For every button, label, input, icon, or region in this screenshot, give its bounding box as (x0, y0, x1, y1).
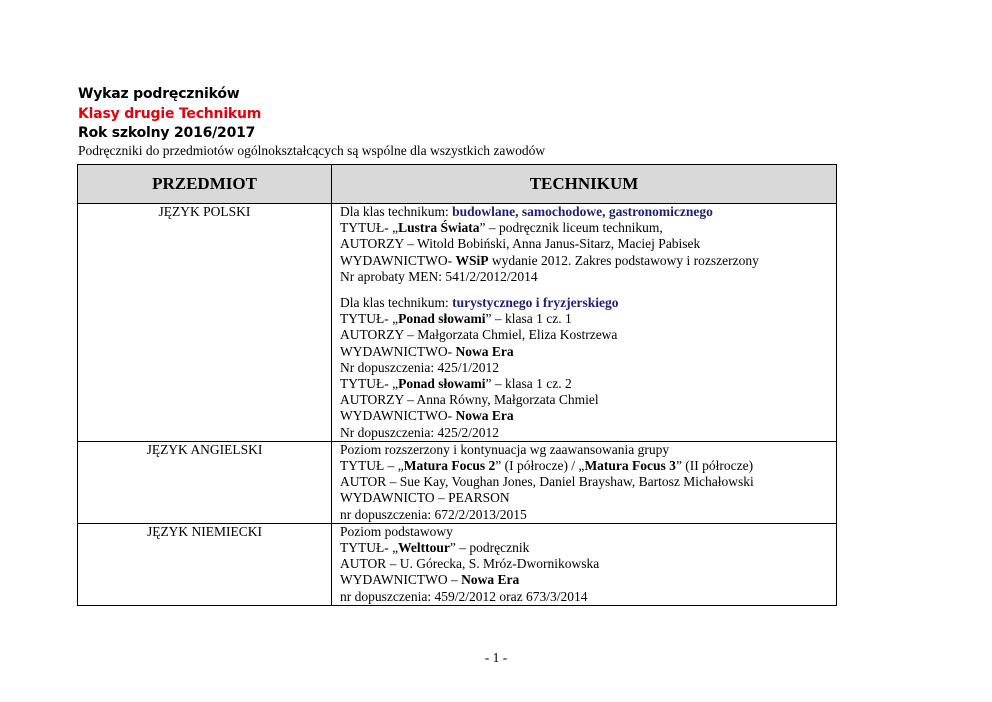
general-note: Podręczniki do przedmiotów ogólnokształcących są wspólne dla wszystkich zawodów (78, 143, 546, 158)
table-row (78, 204, 837, 442)
subject-column-header: PRZEDMIOT (78, 165, 332, 204)
book-title: Matura Focus 3 (584, 458, 676, 474)
subject-name: JĘZYK ANGIELSKI (146, 441, 263, 457)
level-line: Poziom podstawowy (340, 523, 453, 539)
publisher-name: Nowa Era (455, 343, 514, 359)
subject-cell (78, 441, 332, 523)
authors-line: AUTORZY – Witold Bobiński, Anna Janus-Sitarz, Maciej Pabisek (340, 236, 701, 252)
publisher-name: WSiP (455, 252, 489, 268)
textbook-cell (332, 523, 837, 605)
publisher-line: WYDAWNICTWO- WSiP wydanie 2012. Zakres podstawowy i rozszerzony (340, 252, 759, 268)
title-line: TYTUŁ- „Ponad słowami” – klasa 1 cz. 2 (340, 376, 572, 392)
class-types: turystycznego i fryzjerskiego (452, 295, 619, 311)
school-year: Rok szkolny 2016/2017 (78, 125, 256, 141)
authors-line: AUTORZY – Małgorzata Chmiel, Eliza Kostrzewa (340, 327, 618, 343)
subject-cell (78, 204, 332, 442)
class-types-line: Dla klas technikum: budowlane, samochodowe, gastronomicznego (340, 204, 713, 219)
subject-name: JĘZYK NIEMIECKI (146, 523, 263, 539)
title-line: TYTUŁ – „Matura Focus 2” (I półrocze) / „Matura Focus 3” (II półrocze) (340, 458, 754, 474)
authors-line: AUTOR – Sue Kay, Voughan Jones, Daniel Brayshaw, Bartosz Michałowski (340, 474, 754, 490)
book-title: Ponad słowami (398, 376, 486, 392)
authors-line: AUTORZY – Anna Równy, Małgorzata Chmiel (340, 392, 599, 408)
publisher-line: WYDAWNICTWO – Nowa Era (340, 572, 520, 588)
book-title: Lustra Świata (398, 220, 480, 236)
publisher-name: Nowa Era (455, 408, 514, 424)
subject-cell (78, 523, 332, 605)
table-row (78, 523, 837, 605)
textbook-cell (332, 204, 837, 442)
document-subtitle: Klasy drugie Technikum (78, 106, 262, 122)
approval-number: Nr aprobaty MEN: 541/2/2012/2014 (340, 268, 538, 284)
publisher-line: WYDAWNICTO – PEARSON (340, 490, 510, 506)
approval-number: Nr dopuszczenia: 425/1/2012 (340, 359, 499, 375)
book-title: Ponad słowami (398, 311, 486, 327)
publisher-line: WYDAWNICTWO- Nowa Era (340, 343, 514, 359)
textbook-table (77, 164, 837, 606)
title-line: TYTUŁ- „Ponad słowami” – klasa 1 cz. 1 (340, 311, 572, 327)
approval-number: Nr dopuszczenia: 425/2/2012 (340, 424, 499, 440)
title-line: TYTUŁ- „Lustra Świata” – podręcznik liceum technikum, (340, 220, 663, 236)
table-row (78, 441, 837, 523)
technikum-column-header: TECHNIKUM (332, 165, 837, 204)
level-line: Poziom rozszerzony i kontynuacja wg zaawansowania grupy (340, 441, 670, 457)
page-number: - 1 - (484, 650, 508, 665)
class-types-line: Dla klas technikum: turystycznego i fryzjerskiego (340, 295, 619, 311)
publisher-line: WYDAWNICTWO- Nowa Era (340, 408, 514, 424)
subject-name: JĘZYK POLSKI (158, 204, 251, 219)
approval-number: nr dopuszczenia: 672/2/2013/2015 (340, 506, 527, 522)
document-title: Wykaz podręczników (78, 86, 240, 102)
book-title: Welttour (398, 540, 450, 556)
title-line: TYTUŁ- „Welttour” – podręcznik (340, 540, 530, 556)
class-types: budowlane, samochodowe, gastronomicznego (452, 204, 713, 219)
book-title: Matura Focus 2 (403, 458, 496, 474)
publisher-name: Nowa Era (461, 572, 520, 588)
authors-line: AUTOR – U. Górecka, S. Mróz-Dwornikowska (340, 556, 600, 572)
table-header-row (78, 165, 837, 204)
approval-number: nr dopuszczenia: 459/2/2012 oraz 673/3/2014 (340, 588, 588, 604)
textbook-cell (332, 441, 837, 523)
